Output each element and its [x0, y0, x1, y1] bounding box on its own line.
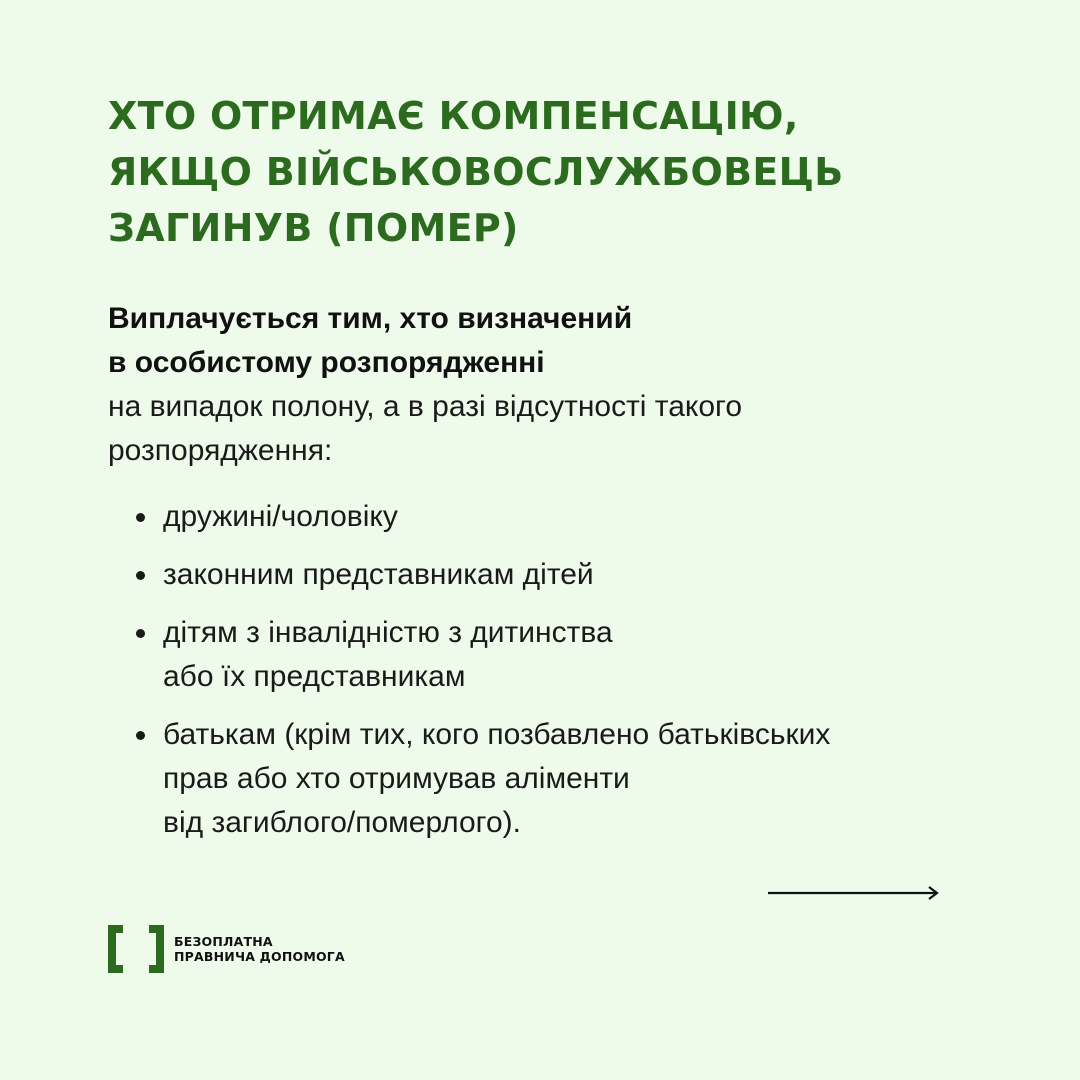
intro-bold-line-1: Виплачується тим, хто визначений — [108, 302, 633, 335]
arrow-right-icon[interactable] — [768, 884, 940, 902]
list-item-line: дружині/чоловіку — [163, 500, 398, 533]
recipient-list — [136, 495, 996, 859]
page-title — [108, 88, 988, 256]
list-item — [136, 611, 996, 699]
logo-text — [174, 934, 345, 964]
list-item — [136, 713, 996, 845]
organization-logo — [108, 925, 345, 973]
list-item-line: від загиблого/померлого). — [163, 806, 521, 839]
title-line-1: ХТО ОТРИМАЄ КОМПЕНСАЦІЮ, — [108, 94, 799, 138]
list-item-line: прав або хто отримував аліменти — [163, 762, 630, 795]
intro-paragraph — [108, 297, 988, 473]
title-line-3: ЗАГИНУВ (ПОМЕР) — [108, 206, 519, 250]
intro-regular-line-2: розпорядження: — [108, 434, 333, 467]
list-item-line: або їх представникам — [163, 660, 466, 693]
list-item-line: законним представникам дітей — [163, 558, 594, 591]
logo-text-line-2: ПРАВНИЧА ДОПОМОГА — [174, 949, 345, 964]
bracket-logo-icon — [108, 925, 164, 973]
bullet-icon — [136, 731, 145, 740]
list-item-line: дітям з інвалідністю з дитинства — [163, 616, 613, 649]
logo-text-line-1: БЕЗОПЛАТНА — [174, 934, 273, 949]
bullet-icon — [136, 571, 145, 580]
list-item — [136, 553, 996, 597]
list-item-line: батькам (крім тих, кого позбавлено батьківських — [163, 718, 831, 751]
bullet-icon — [136, 513, 145, 522]
intro-bold-line-2: в особистому розпорядженні — [108, 346, 545, 379]
list-item — [136, 495, 996, 539]
bullet-icon — [136, 629, 145, 638]
title-line-2: ЯКЩО ВІЙСЬКОВОСЛУЖБОВЕЦЬ — [108, 150, 844, 194]
intro-regular-line-1: на випадок полону, а в разі відсутності такого — [108, 390, 743, 423]
